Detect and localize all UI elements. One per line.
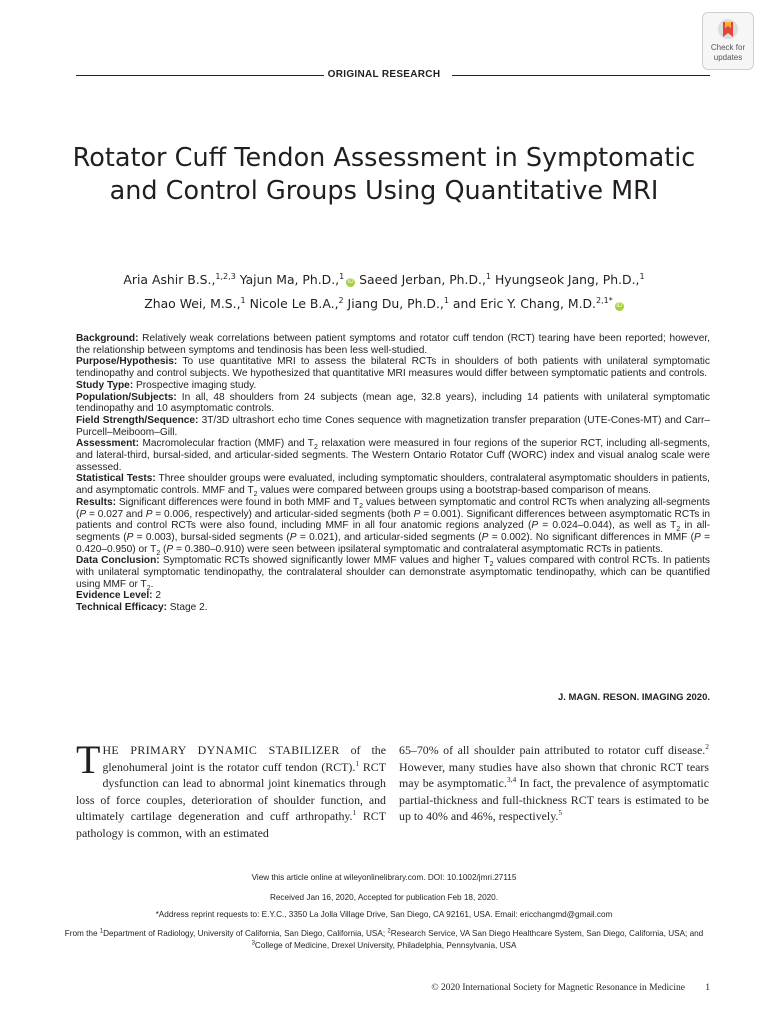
abstract-text: In all, 48 shoulders from 24 subjects (mean age, 32.8 years), including 14 patients with unilateral symptomatic tendinopathy and 10 asymptomatic controls. <box>76 391 710 415</box>
abstract-text: Macromolecular fraction (MMF) and T <box>139 438 314 450</box>
received-date-note: Received Jan 16, 2020, Accepted for publication Feb 18, 2020. <box>269 893 499 902</box>
affiliation-sup: 1 <box>639 271 645 281</box>
subscript: 2 <box>314 444 318 452</box>
affiliation-sup: 2 <box>338 295 344 305</box>
abstract-technical-efficacy <box>76 602 710 614</box>
abstract-purpose <box>76 356 710 379</box>
abstract-text: relaxation were measured in four regions of the superior RCT, including all-segments, and lateral-third, bursal-sided, and articular-sided segments. The Western Ontario Rotator Cuff (WORC) index and visual analog scale were assessed. <box>76 438 711 473</box>
abstract-text: 2 <box>152 590 161 602</box>
body-text: In fact, the prevalence of asymptomatic partial-thickness and full-thickness RCT tears is estimated to be up to 40% and 46%, respectively. <box>399 776 709 824</box>
p-symbol: P <box>145 508 153 520</box>
orcid-icon[interactable]: iD <box>347 279 354 285</box>
citation-ref[interactable]: 3,4 <box>506 775 517 785</box>
abstract-label: Study Type: <box>76 379 134 391</box>
abstract-field-strength <box>76 415 710 438</box>
abstract-assessment <box>76 438 710 473</box>
abstract-text: Three shoulder groups were evaluated, including symptomatic shoulders, contralateral asymptomatic shoulders in patients, and asymptomatic controls. MMF and T <box>76 473 710 497</box>
bookmark-icon <box>717 18 739 42</box>
abstract-label: Population/Subjects: <box>76 391 177 403</box>
affiliations-note <box>60 928 708 951</box>
abstract-text: ( <box>160 543 167 555</box>
author-name: Yajun Ma, Ph.D., <box>235 272 340 287</box>
abstract-text: . <box>150 578 154 590</box>
author-name: Saeed Jerban, Ph.D., <box>355 272 486 287</box>
abstract-text: Symptomatic RCTs showed significantly lower MMF values and higher T <box>159 555 490 567</box>
abstract-population <box>76 392 710 415</box>
author-name: Jiang Du, Ph.D., <box>343 296 444 311</box>
body-text: However, many studies have also shown that chronic RCT tears may be asymptomatic. <box>399 759 709 791</box>
abstract <box>76 333 710 614</box>
abstract-text: = 0.380–0.910) were seen between ipsilateral symptomatic and contralateral asymptomatic RCTs in patients. <box>173 543 664 555</box>
abstract-label: Assessment: <box>76 438 140 450</box>
body-column-left <box>76 737 386 842</box>
badge-text-line2: updates <box>713 53 743 62</box>
affiliation-sup: 1 <box>240 295 246 305</box>
subscript: 2 <box>146 584 151 592</box>
affiliation-text: From the <box>64 929 100 938</box>
abstract-text: values were compared between groups using a bootstrap-based comparison of means. <box>257 485 651 497</box>
subscript: 2 <box>359 502 363 510</box>
abstract-text: values between symptomatic and control RCTs when analyzing all-segments ( <box>76 496 710 520</box>
abstract-text: = 0.420–0.950) or T <box>76 531 711 555</box>
abstract-study-type <box>76 380 710 392</box>
citation-ref[interactable]: 1 <box>352 808 357 818</box>
page-number: 1 <box>705 983 710 993</box>
section-rule-left <box>76 75 324 76</box>
abstract-background <box>76 333 710 356</box>
affiliation-text: College of Medicine, Drexel University, Philadelphia, Pennsylvania, USA <box>254 940 517 950</box>
author-name: Zhao Wei, M.S., <box>144 296 241 311</box>
body-column-right <box>399 742 709 825</box>
orcid-icon[interactable]: iD <box>616 303 623 309</box>
body-text: RCT pathology is common, with an estimated <box>76 809 386 840</box>
affiliation-sup: 1 <box>339 271 345 281</box>
p-symbol: P <box>413 508 421 520</box>
affiliation-sup: 1 <box>99 928 104 935</box>
badge-text-line1: Check for <box>710 43 746 52</box>
p-symbol: P <box>166 543 174 555</box>
affiliation-sup: 2 <box>387 928 391 935</box>
affiliation-sup: 2,1* <box>596 295 613 305</box>
reprint-address-note: *Address reprint requests to: E.Y.C., 3350 La Jolla Village Drive, San Diego, CA 92161, USA. Email: ericchangmd@gmail.com <box>155 910 613 919</box>
affiliation-sup: 1 <box>485 271 491 281</box>
subscript: 2 <box>156 549 161 557</box>
citation-ref[interactable]: 2 <box>705 742 709 752</box>
abstract-label: Evidence Level: <box>76 590 153 602</box>
p-symbol: P <box>694 531 701 543</box>
abstract-label: Purpose/Hypothesis: <box>76 356 178 368</box>
abstract-text: = 0.001). Significant differences between asymptomatic RCTs in patients and control RCTs were also found, including MMF in all four anatomic regions analyzed ( <box>76 508 710 532</box>
abstract-text: = 0.002). No significant differences in MMF ( <box>488 531 695 543</box>
abstract-text: in all-segments ( <box>76 520 710 543</box>
body-text: RCT dysfunction can lead to abnormal joint kinematics through loss of force couples, deterioration of shoulder function, and ultimately cartilage degeneration and cuff arthropathy. <box>76 759 386 824</box>
abstract-text: 3T/3D ultrashort echo time Cones sequence with magnetization transfer preparation (UTE-Cones-MT) and Carr–Purcell–Meiboom–Gill. <box>76 414 710 438</box>
subscript: 2 <box>676 526 681 534</box>
body-text: of the glenohumeral joint is the rotator cuff tendon (RCT). <box>102 743 386 774</box>
author-name: and Eric Y. Chang, M.D. <box>448 296 596 311</box>
abstract-text: = 0.024–0.044), as well as T <box>538 520 677 532</box>
abstract-text: values compared with control RCTs. In patients with unilateral symptomatic tendinopathy, the contralateral shoulder can demonstrate asymptomatic tendinopathy, which can be quantified using MMF or T <box>76 555 710 590</box>
abstract-text: To use quantitative MRI to assess the bilateral RCTs in shoulders of both patients with unilateral symptomatic tendinopathy and control subjects. We hypothesized that quantitative MRI measures would differ between symptomatic patients and controls. <box>76 356 710 380</box>
author-list <box>60 268 708 316</box>
affiliation-sup: 1,2,3 <box>215 271 236 281</box>
abstract-text: Prospective imaging study. <box>133 379 257 391</box>
affiliation-text: Research Service, VA San Diego Healthcare System, San Diego, California, USA; and <box>390 929 704 938</box>
abstract-label: Technical Efficacy: <box>76 602 167 614</box>
abstract-text: Relatively weak correlations between patient symptoms and rotator cuff tendon (RCT) tearing have been reported; however, the relationship between symptoms and tendinosis has been less well-studied. <box>76 333 710 356</box>
copyright-line: © 2020 International Society for Magnetic Resonance in Medicine <box>431 983 685 993</box>
p-symbol: P <box>126 531 134 543</box>
citation-ref[interactable]: 1 <box>355 758 360 768</box>
abstract-results <box>76 497 710 556</box>
subscript: 2 <box>489 561 494 569</box>
abstract-text: = 0.021), and articular-sided segments ( <box>296 531 482 543</box>
p-symbol: P <box>481 531 489 543</box>
p-symbol: P <box>79 508 87 520</box>
abstract-label: Data Conclusion: <box>76 555 160 567</box>
article-title: Rotator Cuff Tendon Assessment in Symptomatic and Control Groups Using Quantitative MRI <box>72 143 696 206</box>
abstract-text: = 0.006, respectively) and articular-sided segments (both <box>152 508 414 520</box>
author-name: Aria Ashir B.S., <box>123 272 216 287</box>
journal-reference: J. MAGN. RESON. IMAGING 2020. <box>557 692 710 703</box>
drop-cap: T <box>76 737 101 782</box>
check-for-updates-badge[interactable] <box>702 12 754 70</box>
abstract-label: Field Strength/Sequence: <box>76 414 199 426</box>
abstract-text: = 0.027 and <box>86 508 146 520</box>
citation-ref[interactable]: 5 <box>558 808 563 818</box>
affiliation-sup: 1 <box>443 295 449 305</box>
abstract-label: Background: <box>76 333 139 344</box>
section-label: ORIGINAL RESEARCH <box>327 69 441 80</box>
abstract-text: Significant differences were found in both MMF and T <box>115 496 360 508</box>
author-name: Hyungseok Jang, Ph.D., <box>491 272 640 287</box>
online-doi-note[interactable]: View this article online at wileyonlinelibrary.com. DOI: 10.1002/jmri.27115 <box>251 873 517 882</box>
abstract-conclusion <box>76 555 710 590</box>
abstract-label: Results: <box>76 496 116 508</box>
lead-in: HE PRIMARY DYNAMIC STABILIZER <box>102 743 340 757</box>
abstract-text: Stage 2. <box>166 602 208 614</box>
author-name: Nicole Le B.A., <box>245 296 339 311</box>
abstract-evidence-level <box>76 590 710 602</box>
body-text: 65–70% of all shoulder pain attributed to rotator cuff disease. <box>399 743 706 757</box>
subscript: 2 <box>253 491 258 499</box>
p-symbol: P <box>289 531 297 543</box>
section-rule-right <box>452 75 710 76</box>
p-symbol: P <box>531 520 539 532</box>
abstract-label: Statistical Tests: <box>76 473 156 485</box>
affiliation-sup: 3 <box>251 939 255 946</box>
abstract-text: = 0.003), bursal-sided segments ( <box>133 531 290 543</box>
affiliation-text: Department of Radiology, University of California, San Diego, California, USA; <box>103 929 388 938</box>
abstract-statistical-tests <box>76 473 710 499</box>
